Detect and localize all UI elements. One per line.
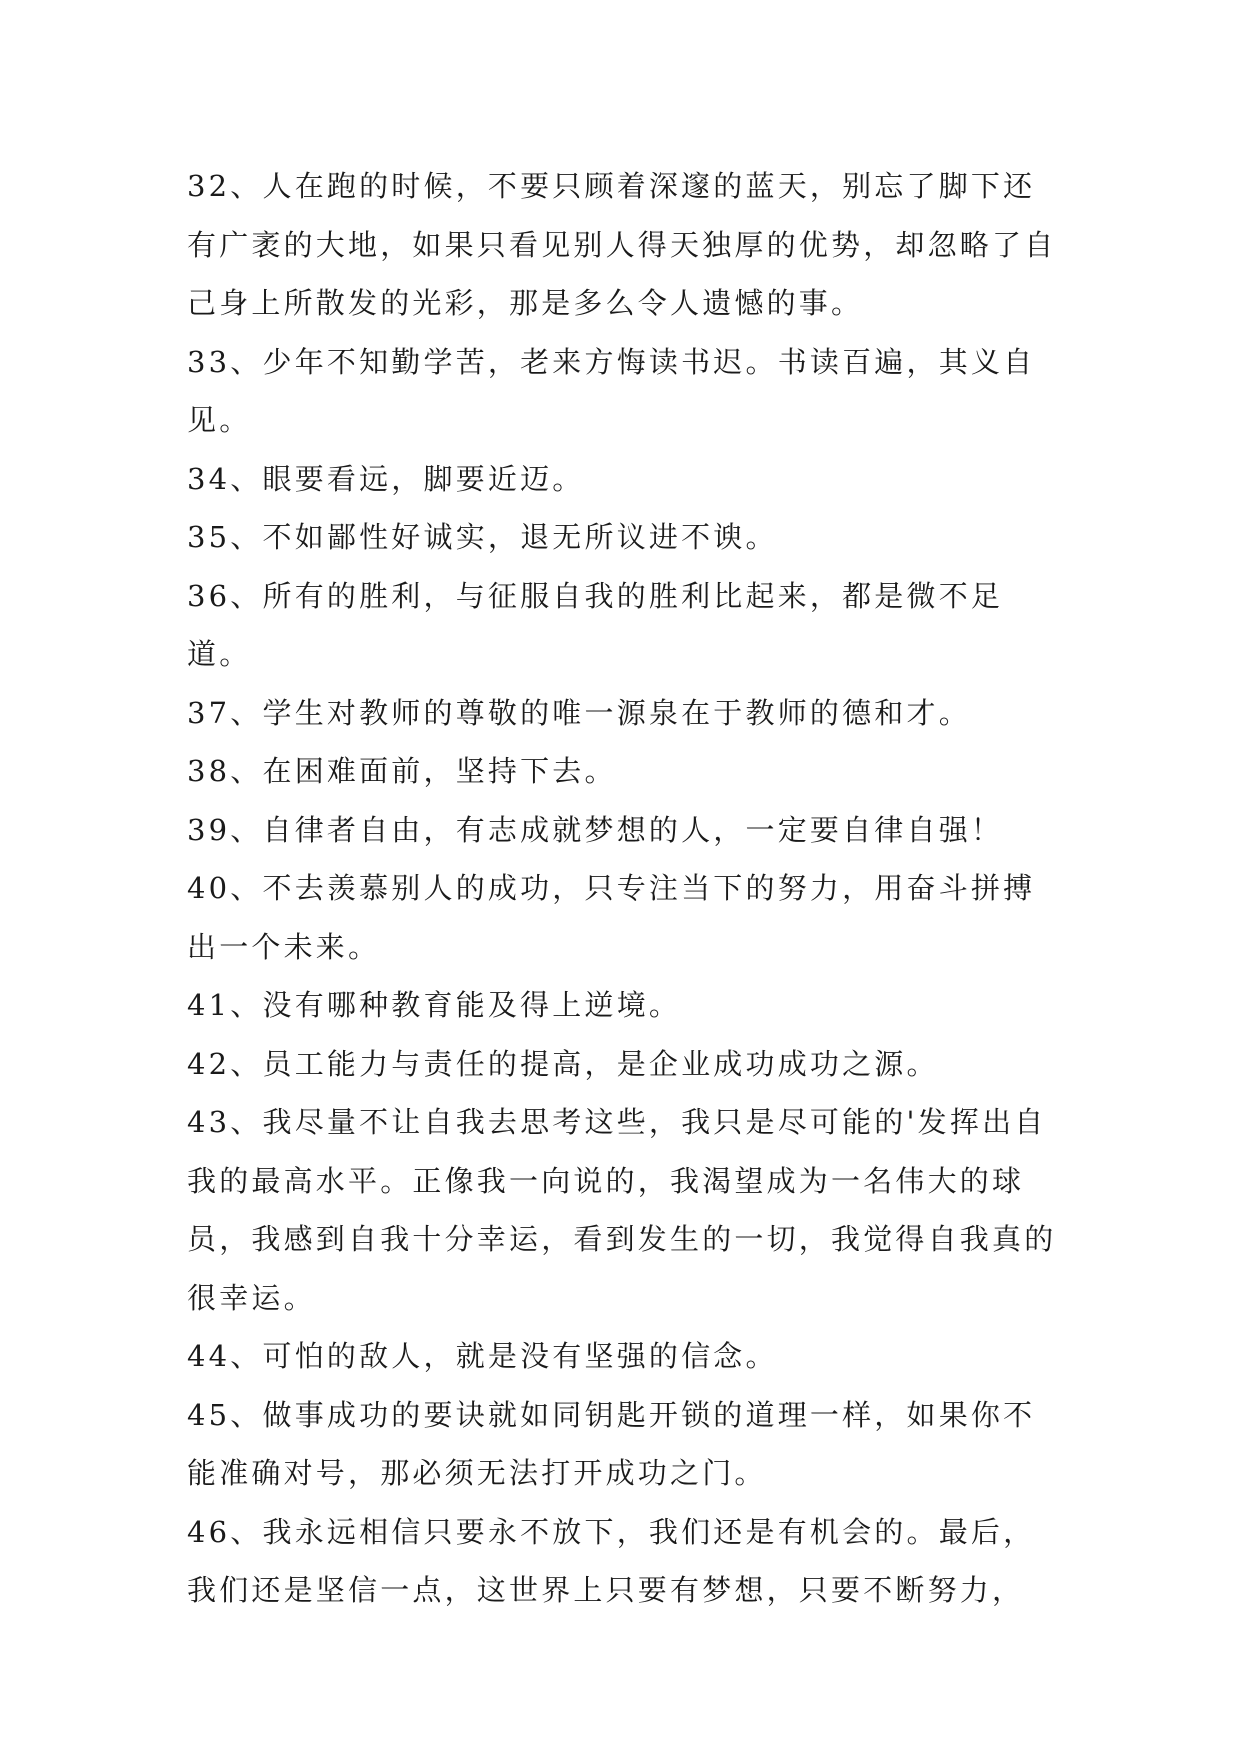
paragraph-38: 38、在困难面前，坚持下去。: [187, 754, 617, 788]
paragraph-35: 35、不如鄙性好诚实，退无所议进不谀。: [187, 520, 778, 554]
paragraph-44: 44、可怕的敌人，就是没有坚强的信念。: [187, 1339, 778, 1373]
paragraph-42: 42、员工能力与责任的提高，是企业成功成功之源。: [187, 1046, 939, 1081]
paragraph-37: 37、学生对教师的尊敬的唯一源泉在于教师的德和才。: [187, 695, 971, 730]
document-body: [187, 157, 1057, 1620]
paragraph-45: 45、做事成功的要诀就如同钥匙开锁的道理一样，如果你不能准确对号，那必须无法打开成功之门。: [187, 1397, 1036, 1490]
paragraph-39: 39、自律者自由，有志成就梦想的人，一定要自律自强！: [187, 812, 1004, 847]
paragraph-32: 32、人在跑的时候，不要只顾着深邃的蓝天，别忘了脚下还有广袤的大地，如果只看见别人得天独厚的优势，却忽略了自己身上所散发的光彩，那是多么令人遗憾的事。: [187, 169, 1057, 320]
paragraph-33: 33、少年不知勤学苦，老来方悔读书迟。书读百遍，其义自见。: [187, 344, 1036, 437]
paragraph-34: 34、眼要看远，脚要近迈。: [187, 461, 585, 496]
paragraph-43: 43、我尽量不让自我去思考这些，我只是尽可能的'发挥出自我的最高水平。正像我一向说的，我渴望成为一名伟大的球员，我感到自我十分幸运，看到发生的一切，我觉得自我真的很幸运。: [187, 1105, 1057, 1315]
paragraph-41: 41、没有哪种教育能及得上逆境。: [187, 988, 682, 1022]
paragraph-40: 40、不去羡慕别人的成功，只专注当下的努力，用奋斗拼搏出一个未来。: [187, 871, 1036, 964]
paragraph-36: 36、所有的胜利，与征服自我的胜利比起来，都是微不足道。: [187, 578, 1004, 671]
paragraph-46: 46、我永远相信只要永不放下，我们还是有机会的。最后，我们还是坚信一点，这世界上只要有梦想，只要不断努力，: [187, 1514, 1036, 1607]
